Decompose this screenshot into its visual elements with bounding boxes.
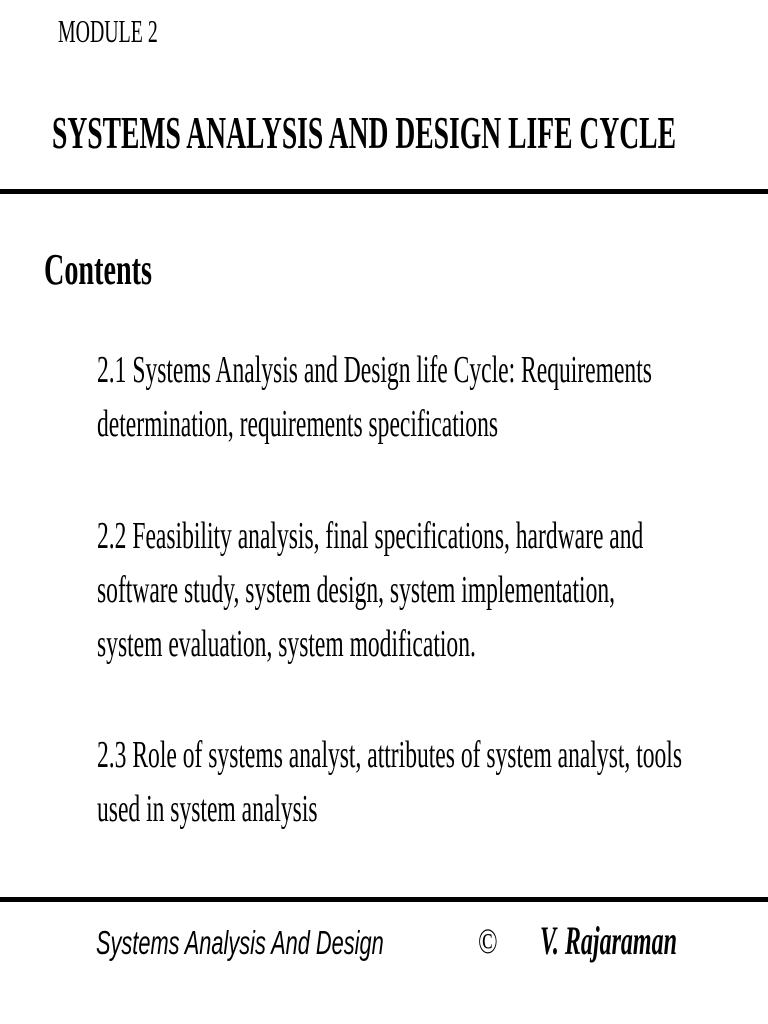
item-line: determination, requirements specifications: [97, 403, 499, 445]
copyright-symbol: [478, 919, 505, 963]
item-line: system evaluation, system modification.: [97, 623, 476, 665]
footer-course-title-text: Systems Analysis And Design: [96, 924, 384, 961]
top-divider: [0, 189, 768, 194]
contents-heading-text: Contents: [44, 245, 152, 294]
item-line: used in system analysis: [97, 788, 318, 830]
item-line: software study, system design, system implementation,: [97, 569, 616, 611]
contents-item-2-2: [97, 509, 768, 671]
footer-author: [540, 918, 768, 964]
contents-heading: [44, 244, 213, 296]
item-line: 2.1 Systems Analysis and Design life Cycle: Requirements: [97, 349, 652, 391]
footer-course-title: [96, 921, 532, 965]
copyright-symbol-text: ©: [478, 921, 498, 961]
contents-item-2-3: [97, 728, 768, 836]
bottom-divider: [0, 897, 768, 902]
item-line: 2.3 Role of systems analyst, attributes of system analyst, tools: [97, 734, 683, 776]
page-title: [52, 106, 768, 160]
module-label-text: MODULE 2: [58, 13, 158, 49]
contents-item-2-1: [97, 343, 768, 451]
item-line: 2.2 Feasibility analysis, final specifications, hardware and: [97, 515, 644, 557]
footer-author-text: V. Rajaraman: [540, 918, 677, 963]
module-label: [58, 12, 219, 50]
page-title-text: SYSTEMS ANALYSIS AND DESIGN LIFE CYCLE: [52, 107, 677, 158]
